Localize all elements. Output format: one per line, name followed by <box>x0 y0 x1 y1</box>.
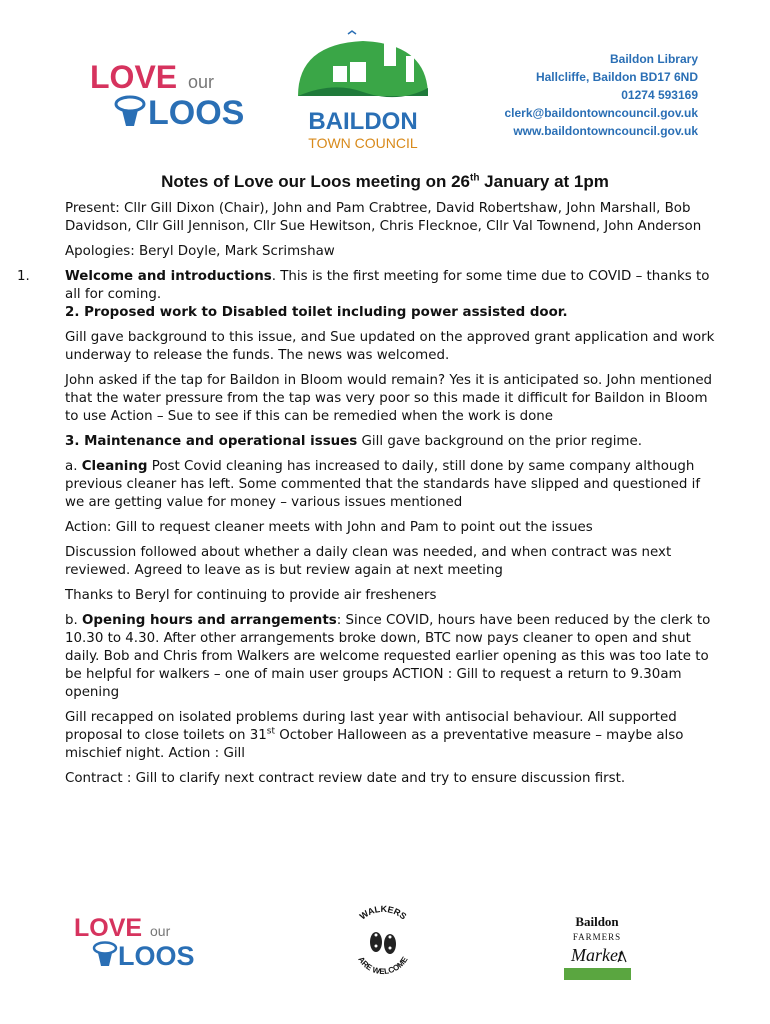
item-1-heading: Welcome and introductions <box>65 269 272 284</box>
item-2-heading <box>65 304 715 322</box>
baildon-town-council-logo <box>288 26 438 154</box>
contact-website[interactable]: www.baildontowncouncil.gov.uk <box>513 124 698 138</box>
antisocial-paragraph <box>65 709 715 763</box>
cleaning-discussion: Discussion followed about whether a daily clean was needed, and when contract was next reviewed. Agreed to leave as is but review again at next meeting <box>65 545 672 578</box>
logo-town-council-text: TOWN COUNCIL <box>308 135 418 151</box>
cleaning-text: Post Covid cleaning has increased to daily, still done by same company although previous cleaner has left. Some commented that the standards have slipped and questioned if we are getting value for money – various issues mentioned <box>65 459 701 510</box>
item-2-paragraph-2: John asked if the tap for Baildon in Bloom would remain? Yes it is anticipated so. John mentioned that the water pressure from the tap was very poor so this made it difficult for Baildon in Bloom to use Action – Sue to see if this can be remedied when the work is done <box>65 373 713 424</box>
footer-love-our-loos-logo <box>72 912 197 972</box>
contact-phone: 01274 593169 <box>621 88 698 102</box>
opening-heading: Opening hours and arrangements <box>82 613 337 628</box>
item-1 <box>17 268 715 304</box>
cleaning-action: Action: Gill to request cleaner meets with John and Pam to point out the issues <box>65 520 593 535</box>
apologies-paragraph: Apologies: Beryl Doyle, Mark Scrimshaw <box>65 244 335 259</box>
item-3-text: Gill gave background on the prior regime. <box>357 434 642 449</box>
logo-baildon-text: BAILDON <box>308 108 418 135</box>
title-sup: th <box>469 172 480 184</box>
market-line1: Baildon <box>575 914 619 929</box>
contact-address: Hallcliffe, Baildon BD17 6ND <box>535 70 698 84</box>
walkers-top-text: WALKERS <box>357 903 409 922</box>
antisocial-pre: Gill recapped on isolated problems during last year with antisocial behaviour. All supported proposal to close toilets on 31 <box>65 710 677 743</box>
cleaning-paragraph <box>65 458 715 512</box>
item-1-number: 1. <box>17 269 30 284</box>
title-pre: Notes of Love our Loos meeting on 26 <box>161 172 470 191</box>
antisocial-post: October Halloween as a preventative measure – maybe also mischief night. Action : Gill <box>65 728 684 761</box>
footer-logo-love-text: LOVE <box>74 914 143 942</box>
market-line3: Market <box>571 945 623 965</box>
item-3-heading: 3. Maintenance and operational issues <box>65 434 358 449</box>
baildon-farmers-market-logo <box>560 912 635 982</box>
contract-paragraph: Contract : Gill to clarify next contract review date and try to ensure discussion first. <box>65 771 626 786</box>
svg-text:WALKERS <box>358 904 409 922</box>
logo-our-text: our <box>188 72 215 92</box>
contact-email[interactable]: clerk@baildontowncouncil.gov.uk <box>504 106 698 120</box>
item-2-paragraph-1: Gill gave background to this issue, and Sue updated on the approved grant application and work underway to release the funds. The news was welcomed. <box>65 330 715 363</box>
item-3 <box>65 433 715 451</box>
market-line2: FARMERS <box>572 932 622 942</box>
opening-prefix: b. <box>65 613 83 628</box>
love-our-loos-logo <box>88 58 248 134</box>
footer-logo-loos-text: LOOS <box>118 941 195 971</box>
cleaning-heading: Cleaning <box>81 459 148 474</box>
item-1-text: . This is the first meeting for some time due to COVID – thanks to all for coming. <box>65 269 710 302</box>
cleaning-prefix: a. <box>65 459 82 474</box>
present-paragraph: Present: Cllr Gill Dixon (Chair), John and Pam Crabtree, David Robertshaw, John Marshall, Bob Davidson, Cllr Gill Jennison, Cllr Sue Hewitson, Chris Flecknoe, Cllr Val Townend, John Anderson <box>65 201 702 234</box>
logo-love-text: LOVE <box>90 59 178 95</box>
item-2-heading-text: 2. Proposed work to Disabled toilet including power assisted door. <box>65 305 568 320</box>
page-title <box>0 172 770 192</box>
antisocial-sup: st <box>266 726 276 737</box>
cleaning-thanks: Thanks to Beryl for continuing to provide air fresheners <box>65 588 437 603</box>
opening-hours-paragraph <box>65 612 715 702</box>
footer-logo-our-text: our <box>150 923 171 939</box>
opening-text: : Since COVID, hours have been reduced by the clerk to 10.30 to 4.30. After other arrangements broke down, BTC now pays cleaner to open and shut daily. Bob and Chris from Walkers are welcome requested earlier opening as this was too late to be helpful for walkers – one of main user groups ACTION : Gill to request a return to 9.30am opening <box>65 613 711 700</box>
title-post: January at 1pm <box>479 172 609 191</box>
walkers-are-welcome-logo <box>343 902 423 982</box>
logo-loos-text: LOOS <box>148 94 245 132</box>
contact-library: Baildon Library <box>609 52 698 66</box>
contact-block <box>505 50 699 140</box>
document-body <box>17 200 715 795</box>
svg-text:ARE WELCOME <box>356 955 410 976</box>
walkers-bottom-text: ARE WELCOME <box>356 955 410 977</box>
